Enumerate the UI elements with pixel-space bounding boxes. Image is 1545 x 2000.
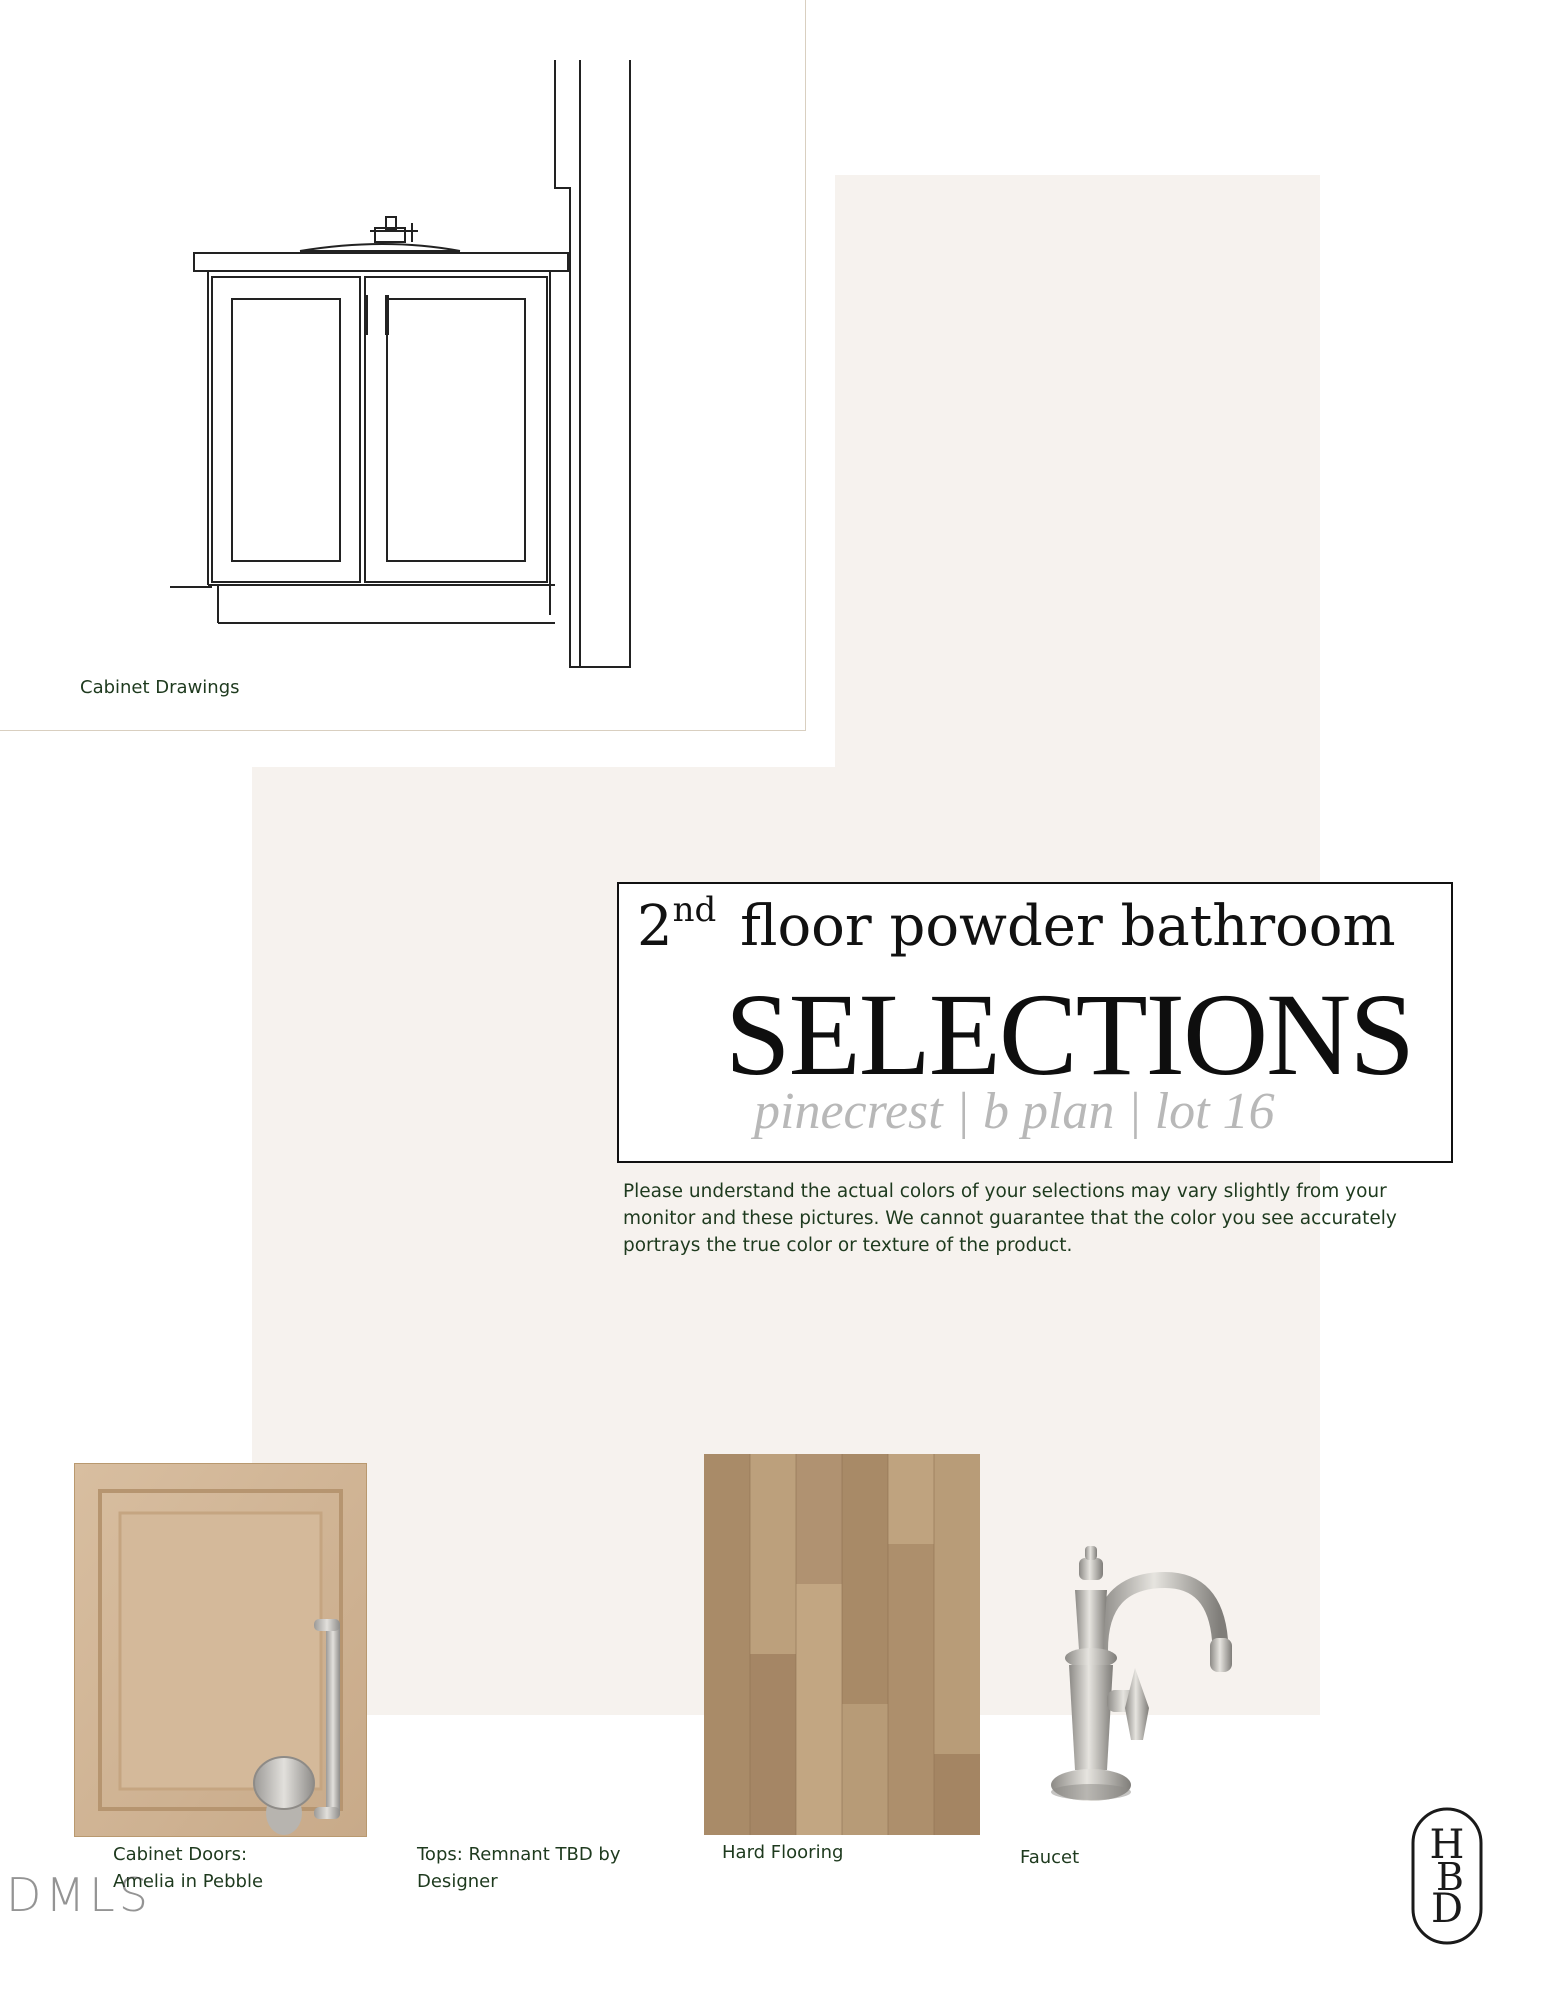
flooring-swatch (704, 1454, 980, 1835)
cabinet-doors-caption-line1: Cabinet Doors: (113, 1844, 248, 1865)
cabinet-doors-caption-line2: Amelia in Pebble (113, 1871, 264, 1892)
title-box (617, 882, 1453, 1163)
logo-letter-d: D (1430, 1886, 1464, 1932)
tops-caption-line1: Tops: Remnant TBD by (417, 1844, 621, 1865)
faucet-caption: Faucet (1020, 1847, 1080, 1868)
vanity-line-drawing (150, 55, 650, 685)
mls-watermark: DMLS (6, 1868, 152, 1922)
cabinet-drawings-caption: Cabinet Drawings (80, 677, 240, 698)
project-subtitle: pinecrest | b plan | lot 16 (754, 1083, 1275, 1140)
tops-caption-line2: Designer (417, 1871, 498, 1892)
logo-letter-h: H (1429, 1822, 1465, 1868)
room-title (637, 890, 1396, 959)
faucet-image (1045, 1540, 1255, 1825)
cabinet-drawing-panel (0, 0, 806, 731)
title-ordinal-suffix: nd (672, 890, 717, 930)
cabinet-door-swatch (74, 1463, 367, 1837)
title-ordinal: 2 (637, 894, 673, 959)
selections-heading: SELECTIONS (725, 969, 1413, 1100)
logo-letter-b: B (1436, 1855, 1464, 1899)
color-disclaimer: Please understand the actual colors of your selections may vary slightly from your monitor and these pictures. We cannot guarantee that the color you see accurately portrays the true color or texture of the product. (623, 1181, 1397, 1256)
hard-flooring-caption: Hard Flooring (722, 1842, 844, 1863)
title-rest: floor powder bathroom (722, 894, 1396, 959)
tops-caption (417, 1841, 620, 1895)
hbd-logo (1410, 1806, 1484, 1946)
